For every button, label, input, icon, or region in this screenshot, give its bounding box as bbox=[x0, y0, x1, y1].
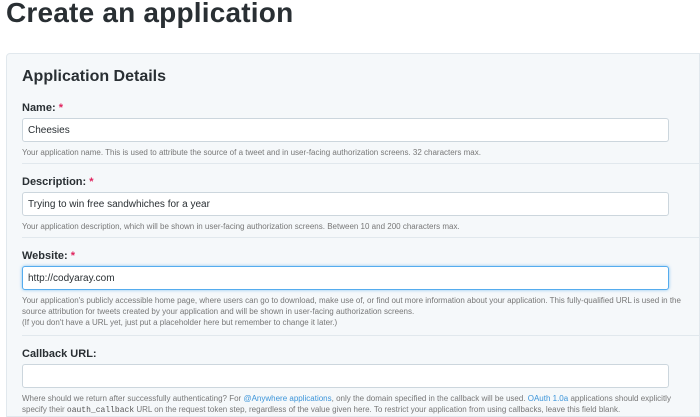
description-input[interactable] bbox=[22, 192, 669, 216]
website-field-group bbox=[22, 250, 699, 328]
name-input[interactable] bbox=[22, 118, 669, 142]
required-indicator: * bbox=[58, 102, 63, 114]
description-help-text: Your application description, which will be shown in user-facing authorization screens. Between 10 and 200 characters max. bbox=[22, 222, 460, 231]
required-indicator: * bbox=[89, 176, 94, 188]
anywhere-applications-link[interactable]: @Anywhere applications bbox=[243, 394, 332, 403]
divider bbox=[22, 335, 699, 336]
callback-url-input[interactable] bbox=[22, 364, 669, 388]
required-indicator: * bbox=[70, 250, 75, 262]
description-field-group bbox=[22, 176, 699, 232]
section-title: Application Details bbox=[22, 68, 167, 85]
name-label: Name: * bbox=[22, 102, 63, 114]
website-input[interactable] bbox=[22, 266, 669, 290]
divider bbox=[22, 163, 699, 164]
divider bbox=[22, 237, 699, 238]
oauth-link[interactable]: OAuth 1.0a bbox=[527, 394, 569, 403]
callback-label: Callback URL: bbox=[22, 348, 97, 360]
website-label: Website: * bbox=[22, 250, 75, 262]
name-help-text: Your application name. This is used to attribute the source of a tweet and in user-facing authorization screens. 32 characters max. bbox=[22, 148, 481, 157]
website-help-text: Your application's publicly accessible home page, where users can go to download, make use of, or find out more information about your application. This fully-qualified URL is used in the source attribution for tweets created by your application and will be shown in user-facing authorization screens. (If you don't have a URL yet, just put a placeholder here but remember to change it later.) bbox=[22, 296, 681, 327]
callback-field-group bbox=[22, 348, 699, 416]
oauth-callback-code: oauth_callback bbox=[66, 406, 135, 415]
name-field-group bbox=[22, 102, 699, 158]
page-title: Create an application bbox=[6, 0, 294, 28]
application-details-panel bbox=[6, 53, 700, 417]
callback-help-text: Where should we return after successfully authenticating? For @Anywhere applications, only the domain specified in the callback will be used. OAuth 1.0a applications should explicitly specify their oauth_callback URL on the request token step, regardless of the value given here. To restrict your application from using callbacks, leave this field blank. bbox=[22, 394, 671, 415]
description-label: Description: * bbox=[22, 176, 94, 188]
